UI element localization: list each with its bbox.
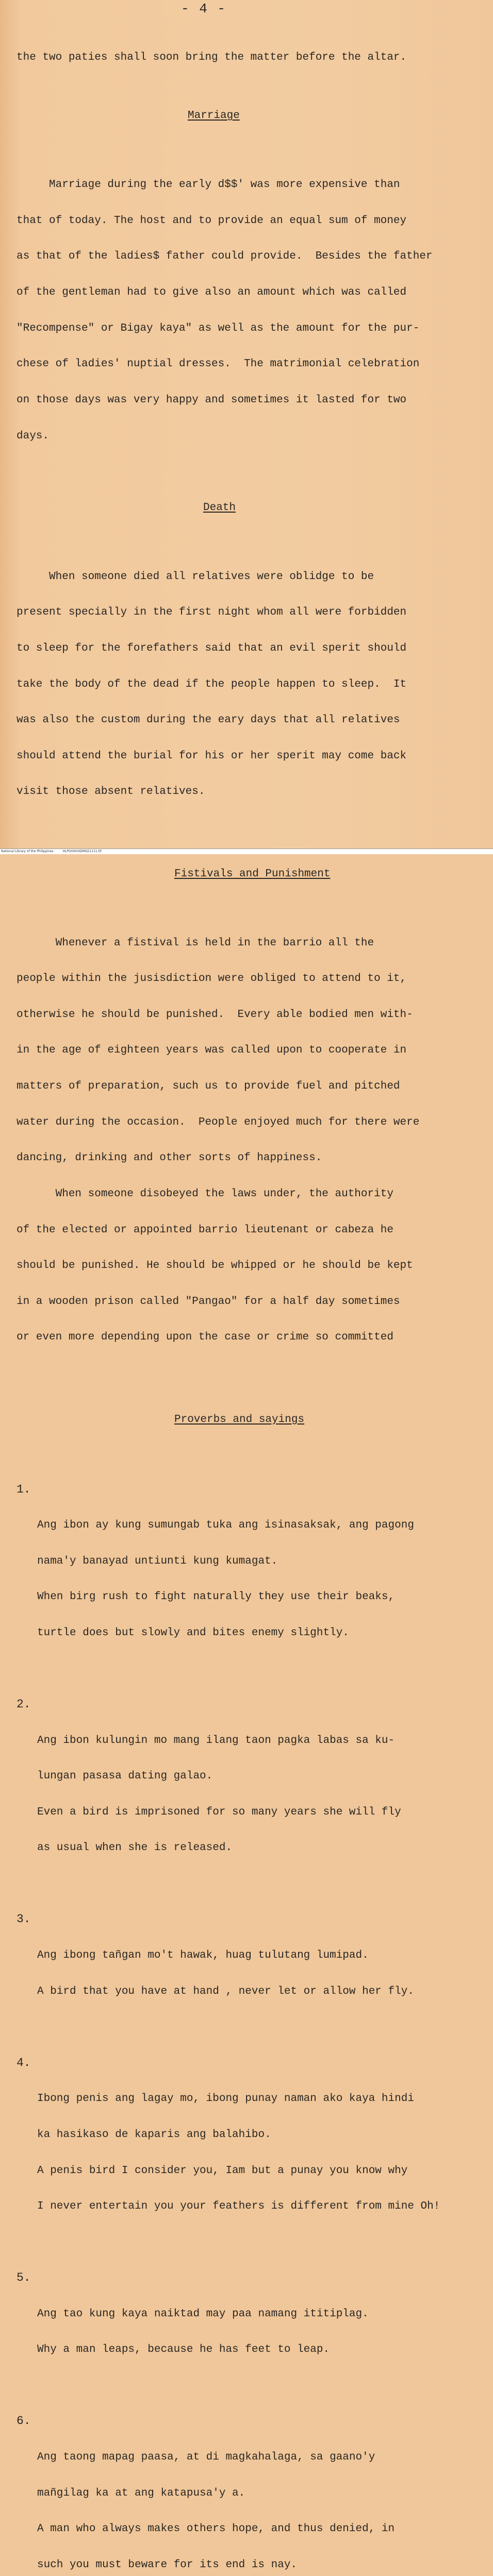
text-line: Ang ibong tañgan mo't hawak, huag tulutang lumipad. (37, 1950, 369, 1962)
text-line: chese of ladies' nuptial dresses. The matrimonial celebration (17, 358, 420, 370)
section-festivals-text (17, 913, 481, 1367)
text-line: Ang ibon kulungin mo mang ilang taon pagka labas sa ku- (37, 1734, 395, 1747)
text-line: as usual when she is released. (37, 1842, 233, 1854)
page-number: - 4 - (180, 1, 226, 16)
text-line: Marriage during the early d$$' was more expensive than (17, 179, 400, 191)
text-line: in a wooden prison called "Pangao" for a half day sometimes (17, 1295, 400, 1308)
text-line: "Recompense" or Bigay kaya" as well as the amount for the pur- (17, 322, 420, 334)
text-line: visit those absent relatives. (17, 786, 205, 798)
proverb-item (17, 2415, 481, 2576)
text-line: ka hasikaso de kaparis ang balahibo. (37, 2128, 271, 2141)
proverb-item (17, 1699, 481, 1878)
text-line: of the elected or appointed barrio lieutenant or cabeza he (17, 1224, 393, 1236)
text-line: days. (17, 430, 50, 442)
text-line: otherwise he should be punished. Every able bodied men with- (17, 1008, 413, 1021)
section-marriage-text (17, 155, 481, 466)
scan-footer (0, 849, 493, 854)
text-line: Ang ibon ay kung sumungab tuka ang isinasaksak, ang pagong (37, 1519, 414, 1532)
proverb-number: 1. (17, 1482, 31, 1496)
text-line: people within the jusisdiction were obliged to attend to it, (17, 973, 407, 985)
text-line: should be punished. He should be whipped or he should be kept (17, 1260, 413, 1272)
proverb-number: 5. (17, 2271, 31, 2285)
proverb-number: 4. (17, 2056, 31, 2070)
proverb-number: 6. (17, 2414, 31, 2428)
text-line: water during the occasion. People enjoyed much for there were (17, 1116, 420, 1128)
text-line: Why a man leaps, because he has feet to leap. (37, 2344, 330, 2356)
text-line: nama'y banayad untiunti kung kumagat. (37, 1555, 278, 1567)
text-line: A man who always makes others hope, and thus denied, in (37, 2523, 395, 2535)
document-body (17, 28, 481, 2576)
text-line: take the body of the dead if the people happen to sleep. It (17, 678, 407, 690)
lead-line: the two paties shall soon bring the matter before the altar. (17, 52, 407, 64)
text-line: Ang taong mapag paasa, at di magkahalaga, sa gaano'y (37, 2451, 375, 2463)
proverb-item (17, 1484, 481, 1663)
text-line: dancing, drinking and other sorts of happiness. (17, 1152, 322, 1164)
text-line: was also the custom during the eary days that all relatives (17, 714, 400, 726)
section-heading-proverbs: Proverbs and sayings (174, 1413, 305, 1426)
proverb-item (17, 1913, 481, 2021)
proverb-item (17, 2272, 481, 2380)
section-heading-death: Death (203, 501, 236, 514)
text-line: on those days was very happy and sometimes it lasted for two (17, 394, 407, 406)
proverbs-list (17, 1460, 481, 2576)
text-line: A bird that you have at hand , never let or allow her fly. (37, 1985, 414, 1997)
text-line: I never entertain you your feathers is different from mine Oh! (37, 2200, 440, 2213)
text-line: A penis bird I consider you, Iam but a punay you know why (37, 2164, 408, 2177)
text-line: of the gentleman had to give also an amount which was called (17, 286, 407, 299)
section-death-text (17, 547, 481, 822)
section-heading-festivals: Fistivals and Punishment (174, 868, 331, 880)
footer-library: National Library of the Philippines (1, 850, 54, 853)
text-line: as that of the ladies$ father could provide. Besides the father (17, 250, 433, 263)
text-line: to sleep for the forefathers said that an evil sperit should (17, 642, 407, 654)
text-line: present specially in the first night whom all were forbidden (17, 606, 407, 619)
text-line: Even a bird is imprisoned for so many years she will fly (37, 1806, 401, 1818)
text-line: turtle does but slowly and bites enemy slightly. (37, 1627, 349, 1639)
text-line: When someone died all relatives were oblidge to be (17, 570, 374, 583)
section-heading-marriage: Marriage (188, 110, 240, 122)
text-line: Ibong penis ang lagay mo, ibong punay naman ako kaya hindi (37, 2093, 414, 2105)
proverb-number: 3. (17, 1912, 31, 1926)
text-line: such you must beware for its end is nay. (37, 2558, 298, 2571)
text-line: When birg rush to fight naturally they use their beaks, (37, 1591, 395, 1603)
text-line: in the age of eighteen years was called upon to cooperate in (17, 1044, 407, 1057)
text-line: should attend the burial for his or her sperit may come back (17, 750, 407, 762)
text-line: Ang tao kung kaya naiktad may paa namang ititiplag. (37, 2308, 369, 2320)
text-line: mañgilag ka at ang katapusa'y a. (37, 2487, 245, 2499)
text-line: Whenever a fistival is held in the barrio all the (17, 937, 374, 949)
text-line: lungan pasasa dating galao. (37, 1770, 213, 1783)
text-line: matters of preparation, such us to provide fuel and pitched (17, 1080, 400, 1093)
text-line: When someone disobeyed the laws under, the authority (17, 1188, 393, 1200)
footer-file-id: HLPOOHUSDMQ51111.tif (62, 850, 102, 853)
proverb-number: 2. (17, 1698, 31, 1711)
proverb-item (17, 2057, 481, 2236)
text-line: that of today. The host and to provide an equal sum of money (17, 214, 407, 227)
text-line: or even more depending upon the case or crime so committed (17, 1331, 393, 1344)
